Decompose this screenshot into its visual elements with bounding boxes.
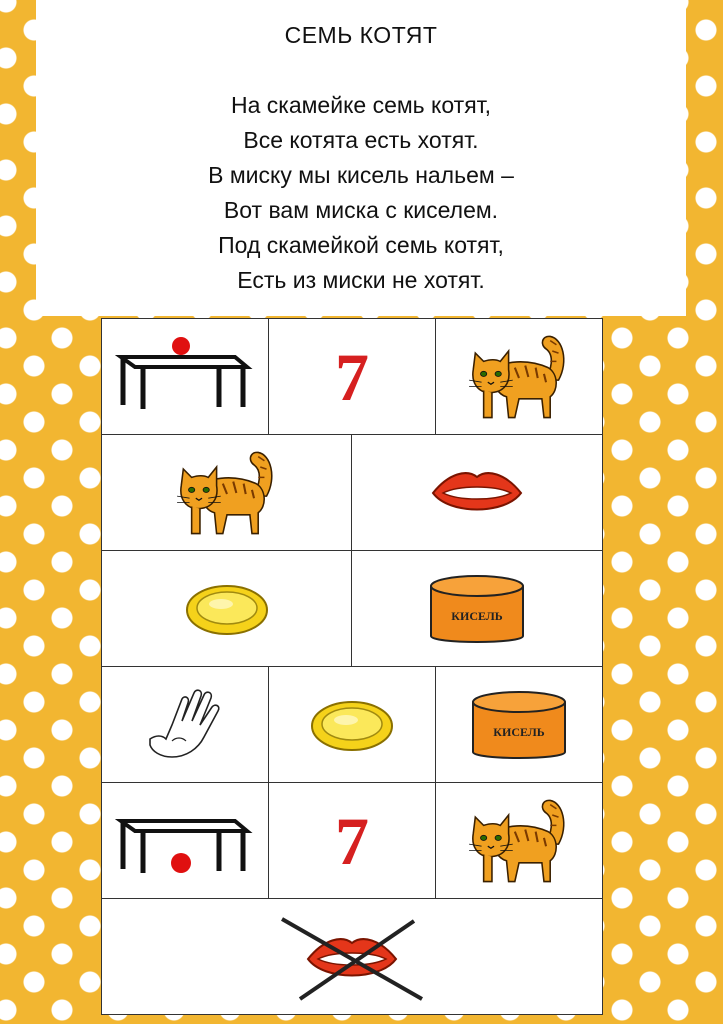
cell-number [269, 783, 436, 898]
cat-icon [467, 329, 571, 425]
poem-line: Все котята есть хотят. [243, 127, 479, 153]
poem-line: Вот вам миска с киселем. [223, 197, 499, 223]
cell-cat [436, 783, 602, 898]
cell-kisel-jar [436, 667, 602, 782]
number-seven: 7 [335, 338, 369, 415]
grid-row-1 [102, 319, 602, 435]
kisel-jar-icon [427, 570, 527, 648]
grid-row-4 [102, 667, 602, 783]
hand-icon [142, 685, 228, 765]
poem-header [36, 0, 686, 316]
cell-bowl [269, 667, 436, 782]
grid-row-6 [102, 899, 602, 1014]
pictogram-grid [101, 318, 603, 1015]
lips-icon [427, 463, 527, 523]
cell-kisel-jar [352, 551, 602, 666]
cell-hand [102, 667, 269, 782]
cell-bench-ball-under [102, 783, 269, 898]
bench-with-ball-under-icon [115, 801, 255, 881]
cell-number [269, 319, 436, 434]
grid-row-3 [102, 551, 602, 667]
poem-line: Под скамейкой семь котят, [218, 232, 504, 258]
grid-row-2 [102, 435, 602, 551]
poem-title: СЕМЬ КОТЯТ [284, 22, 438, 48]
jar-label: КИСЕЛЬ [493, 724, 545, 739]
ball-icon [171, 853, 191, 873]
number-seven: 7 [335, 802, 369, 879]
poem-line: В миску мы кисель нальем – [208, 162, 514, 188]
kisel-jar-icon [469, 686, 569, 764]
bench-with-ball-icon [115, 337, 255, 417]
cell-bowl [102, 551, 352, 666]
bowl-icon [309, 696, 395, 754]
poem-text [36, 88, 686, 298]
poem-line: Есть из миски не хотят. [237, 267, 485, 293]
jar-label: КИСЕЛЬ [451, 608, 503, 623]
cell-lips [352, 435, 602, 550]
bowl-icon [184, 580, 270, 638]
crossed-out-lips-icon [272, 911, 432, 1003]
ball-icon [172, 337, 190, 355]
grid-row-5 [102, 783, 602, 899]
cell-crossed-lips [102, 899, 602, 1014]
cell-bench-ball-on-top [102, 319, 269, 434]
cat-icon [175, 445, 279, 541]
poem-line: На скамейке семь котят, [230, 92, 492, 118]
cell-cat [102, 435, 352, 550]
cell-cat [436, 319, 602, 434]
cat-icon [467, 793, 571, 889]
